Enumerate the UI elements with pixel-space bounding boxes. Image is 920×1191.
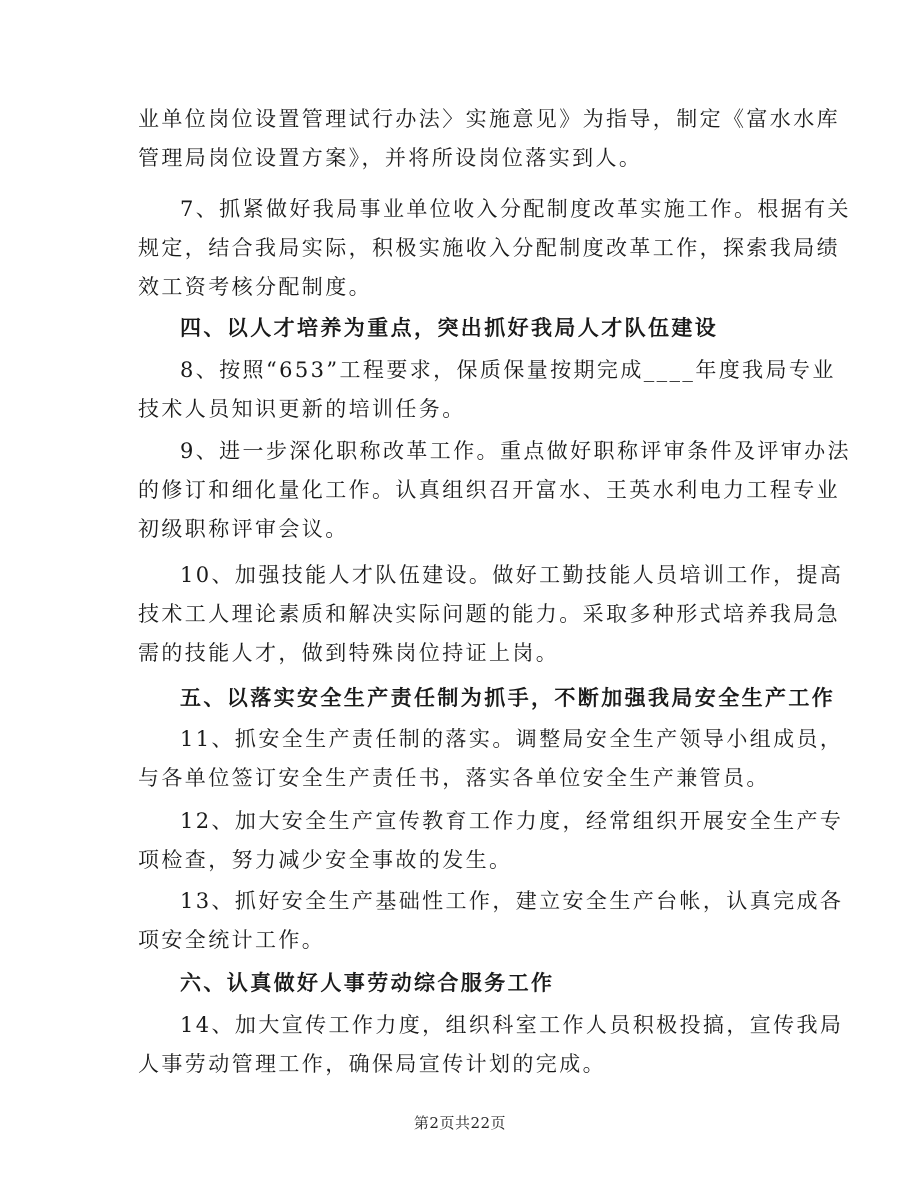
item-10-line: 10、加强技能人才队伍建设。做好工勤技能人员培训工作，提高 <box>180 563 844 587</box>
text-line: 技术工人理论素质和解决实际问题的能力。采取多种形式培养我局急 <box>138 602 840 626</box>
text-line: 管理局岗位设置方案》，并将所设岗位落实到人。 <box>138 146 643 170</box>
page-number-footer: 第2页共22页 <box>413 1114 507 1132</box>
text-line: 技术人员知识更新的培训任务。 <box>138 397 466 421</box>
text-line: 需的技能人才，做到特殊岗位持证上岗。 <box>138 641 560 665</box>
text-line: 业单位岗位设置管理试行办法〉实施意见》为指导，制定《富水水库 <box>138 107 840 131</box>
item-13-line: 13、抓好安全生产基础性工作，建立安全生产台帐，认真完成各 <box>180 889 844 913</box>
text-line: 规定，结合我局实际，积极实施收入分配制度改革工作，探索我局绩 <box>138 236 840 260</box>
item-7-line: 7、抓紧做好我局事业单位收入分配制度改革实施工作。根据有关 <box>180 197 851 221</box>
text-line: 的修订和细化量化工作。认真组织召开富水、王英水利电力工程专业 <box>138 478 840 502</box>
section-heading-4: 四、以人才培养为重点，突出抓好我局人才队伍建设 <box>180 315 719 340</box>
text-line: 人事劳动管理工作，确保局宣传计划的完成。 <box>138 1052 606 1076</box>
text-line: 项检查，努力减少安全事故的发生。 <box>138 848 513 872</box>
text-line: 与各单位签订安全生产责任书，落实各单位安全生产兼管员。 <box>138 766 770 790</box>
item-11-line: 11、抓安全生产责任制的落实。调整局安全生产领导小组成员， <box>180 727 844 751</box>
text-line: 项安全统计工作。 <box>138 928 326 952</box>
item-14-line: 14、加大宣传工作力度，组织科室工作人员积极投搞，宣传我局 <box>180 1013 844 1037</box>
item-8-line: 8、按照“653”工程要求，保质保量按期完成____年度我局专业 <box>180 358 836 382</box>
section-heading-6: 六、认真做好人事劳动综合服务工作 <box>180 970 555 995</box>
item-12-line: 12、加大安全生产宣传教育工作力度，经常组织开展安全生产专 <box>180 809 844 833</box>
item-9-line: 9、进一步深化职称改革工作。重点做好职称评审条件及评审办法 <box>180 439 851 463</box>
text-line: 初级职称评审会议。 <box>138 517 349 541</box>
section-heading-5: 五、以落实安全生产责任制为抓手，不断加强我局安全生产工作 <box>180 685 836 710</box>
text-line: 效工资考核分配制度。 <box>138 275 372 299</box>
